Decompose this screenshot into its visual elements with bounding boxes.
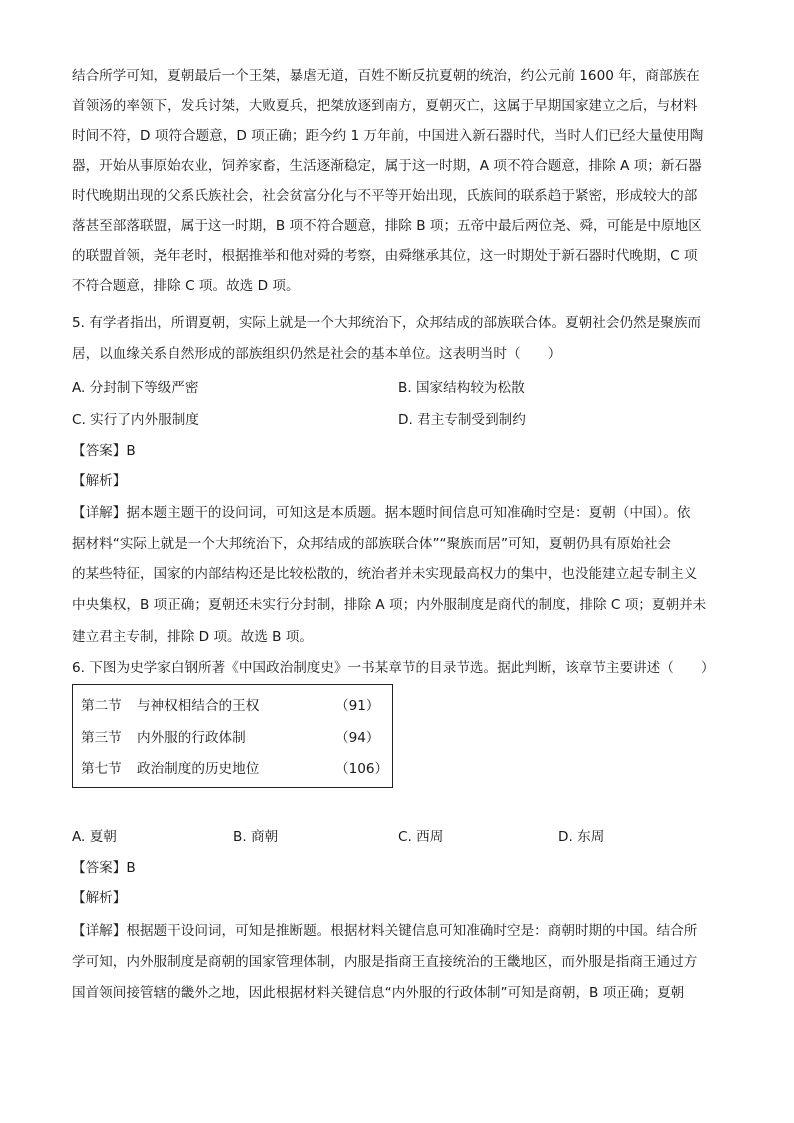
q5-detail-line: 据材料“实际上就是一个大邦统治下，众邦结成的部族联合体”“聚族而居”可知，夏朝仍具有原始社会 — [72, 536, 672, 552]
q5-option-c: C. 实行了内外服制度 — [72, 412, 199, 428]
q6-option-a: A. 夏朝 — [72, 829, 117, 845]
paragraph-line: 时代晚期出现的父系氏族社会，社会贫富分化与不平等开始出现，氏族间的联系趋于紧密，形成较大的部 — [72, 188, 698, 204]
q5-answer: 【答案】B — [72, 443, 136, 459]
q5-stem-line: 居，以血缘关系自然形成的部族组织仍然是社会的基本单位。这表明当时（ ） — [72, 346, 562, 362]
q5-option-b: B. 国家结构较为松散 — [398, 380, 525, 396]
toc-section: 第七节 — [81, 761, 122, 777]
toc-page-number: （106） — [335, 761, 389, 777]
q6-option-b: B. 商朝 — [233, 829, 279, 845]
toc-entry — [81, 696, 259, 716]
q6-detail-line: 【详解】根据题干设问词，可知是推断题。根据材料关键信息可知准确时空是：商朝时期的中国。结合所 — [72, 923, 698, 939]
q5-detail-line: 建立君主专制，排除 D 项。故选 B 项。 — [72, 629, 313, 645]
toc-title: 与神权相结合的王权 — [137, 698, 260, 714]
q5-detail-line: 的某些特征，国家的内部结构还是比较松散的，统治者并未实现最高权力的集中，也没能建立起专制主义 — [72, 566, 698, 582]
paragraph-line: 落甚至部落联盟，属于这一时期，B 项不符合题意，排除 B 项；五帝中最后两位尧、舜，可能是中原地区 — [72, 218, 702, 234]
paragraph-line: 器，开始从事原始农业，饲养家畜，生活逐渐稳定，属于这一时期，A 项不符合题意，排除 A 项；新石器 — [72, 158, 702, 174]
q5-option-a: A. 分封制下等级严密 — [72, 380, 199, 396]
toc-title: 内外服的行政体制 — [137, 730, 246, 746]
q5-stem-line: 5. 有学者指出，所谓夏朝，实际上就是一个大邦统治下，众邦结成的部族联合体。夏朝社会仍然是聚族而 — [72, 315, 702, 331]
q5-option-d: D. 君主专制受到制约 — [398, 412, 526, 428]
q6-analysis-label: 【解析】 — [72, 890, 127, 906]
q6-stem: 6. 下图为史学家白钢所著《中国政治制度史》一书某章节的目录节选。据此判断，该章节主要讲述（ ） — [72, 660, 715, 676]
paragraph-line: 不符合题意，排除 C 项。故选 D 项。 — [72, 278, 300, 294]
q5-detail-line: 【详解】据本题主题干的设问词，可知这是本质题。据本题时间信息可知准确时空是：夏朝（中国）。依 — [72, 505, 691, 521]
toc-title: 政治制度的历史地位 — [137, 761, 260, 777]
paragraph-line: 的联盟首领，尧年老时，根据推举和他对舜的考察，由舜继承其位，这一时期处于新石器时代晚期，C 项 — [72, 248, 698, 264]
q5-detail-line: 中央集权，B 项正确；夏朝还未实行分封制，排除 A 项；内外服制度是商代的制度，排除 C 项；夏朝并未 — [72, 597, 707, 613]
toc-section: 第三节 — [81, 730, 122, 746]
q6-option-d: D. 东周 — [558, 829, 605, 845]
q6-answer: 【答案】B — [72, 860, 136, 876]
q6-option-c: C. 西周 — [398, 829, 444, 845]
table-of-contents-box — [72, 684, 393, 788]
q6-detail-line: 国首领间接管辖的畿外之地，因此根据材料关键信息“内外服的行政体制”可知是商朝，B 项正确；夏朝 — [72, 985, 685, 1001]
paragraph-line: 首领汤的率领下，发兵讨桀，大败夏兵，把桀放逐到南方，夏朝灭亡，这属于早期国家建立之后，与材料 — [72, 98, 698, 114]
toc-entry — [81, 759, 259, 779]
toc-page-number: （91） — [335, 698, 380, 714]
toc-page-number: （94） — [335, 730, 380, 746]
toc-entry — [81, 728, 246, 748]
toc-section: 第二节 — [81, 698, 122, 714]
q5-analysis-label: 【解析】 — [72, 473, 127, 489]
paragraph-line: 时间不符，D 项符合题意，D 项正确；距今约 1 万年前，中国进入新石器时代，当时人们已经大量使用陶 — [72, 128, 704, 144]
paragraph-line: 结合所学可知，夏朝最后一个王桀，暴虐无道，百姓不断反抗夏朝的统治，约公元前 1600 年，商部族在 — [72, 68, 700, 84]
q6-detail-line: 学可知，内外服制度是商朝的国家管理体制，内服是指商王直接统治的王畿地区，而外服是指商王通过方 — [72, 954, 698, 970]
